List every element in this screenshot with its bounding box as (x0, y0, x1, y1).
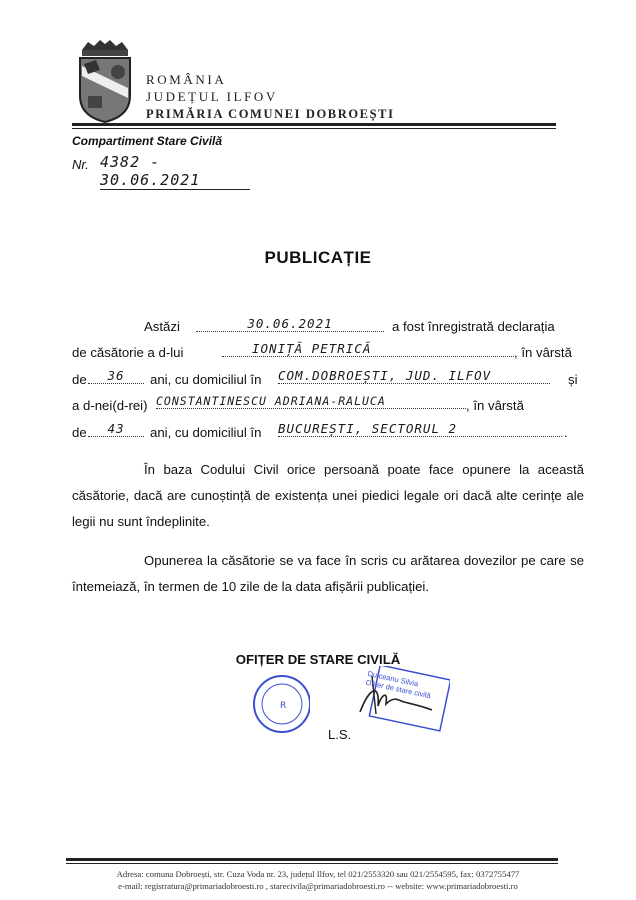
form-l2-post: , în vârstă (514, 345, 572, 360)
form-l3-mid: ani, cu domiciliul în (150, 372, 262, 387)
form-l1-post: a fost înregistrată declarația (392, 319, 555, 334)
department-label: Compartiment Stare Civilă (72, 134, 223, 148)
header-rule-thin (72, 128, 556, 129)
groom-age: 36 (88, 368, 144, 384)
form-l1-date: 30.06.2021 (196, 316, 384, 332)
header-rule-thick (72, 123, 556, 126)
legal-paragraph-2: Opunerea la căsătorie se va face în scris cu arătarea dovezilor pe care se întemeiază, în termen de 10 zile de la data afișării publicației. (72, 553, 584, 594)
registration-nr-value: 4382 - 30.06.2021 (100, 153, 250, 190)
round-seal-stamp-icon (250, 664, 310, 744)
form-l1-pre: Astăzi (144, 319, 180, 334)
officer-title: OFIȚER DE STARE CIVILĂ (235, 652, 401, 667)
header-county: JUDEȚUL ILFOV (146, 89, 278, 104)
bride-age: 43 (88, 421, 144, 437)
footer-contact: e-mail: registratura@primariadobroesti.ro , starecivila@primariadobroesti.ro -- website: www.primariadobroesti.ro (118, 881, 518, 891)
header-institution: PRIMĂRIA COMUNEI DOBROEȘTI (146, 107, 395, 121)
svg-text:R: R (280, 701, 287, 711)
form-l2-pre: de căsătorie a d-lui (72, 345, 184, 360)
form-l4-pre: a d-nei(d-rei) (72, 398, 148, 413)
stamp-text: Dulceanu Silvia Ofițer de stare civilă (364, 668, 432, 701)
bride-address: BUCUREȘTI, SECTORUL 2 (278, 421, 562, 437)
bride-name: CONSTANTINESCU ADRIANA-RALUCA (156, 394, 466, 409)
form-l3-de: de (72, 372, 87, 387)
ls-mark: L.S. (328, 727, 352, 742)
footer-rule-thin (66, 863, 558, 864)
form-l5-mid: ani, cu domiciliul în (150, 425, 262, 440)
coat-of-arms-icon (74, 36, 136, 124)
form-l4-post: , în vârstă (466, 398, 524, 413)
document-title: PUBLICAȚIE (264, 248, 372, 267)
legal-paragraph-1: În baza Codului Civil orice persoană poate face opunere la această căsătorie, dacă are cunoștință de existența unei piedici legale ori dacă alte cerințe ale legii nu sunt îndeplinite. (72, 462, 584, 529)
header-country: ROMÂNIA (146, 72, 227, 87)
footer-address: Adresa: comuna Dobroești, str. Cuza Voda nr. 23, județul Ilfov, tel 021/2553320 sau 021/2554595, fax: 0372755477 (116, 869, 520, 879)
form-l3-si: și (568, 372, 578, 387)
groom-address: COM.DOBROEȘTI, JUD. ILFOV (278, 368, 550, 384)
form-l5-de: de (72, 425, 87, 440)
registration-nr-label: Nr. (72, 157, 89, 172)
groom-name: IONIȚĂ PETRICĂ (222, 341, 514, 357)
footer-rule-thick (66, 858, 558, 861)
form-l5-end: . (564, 425, 568, 440)
